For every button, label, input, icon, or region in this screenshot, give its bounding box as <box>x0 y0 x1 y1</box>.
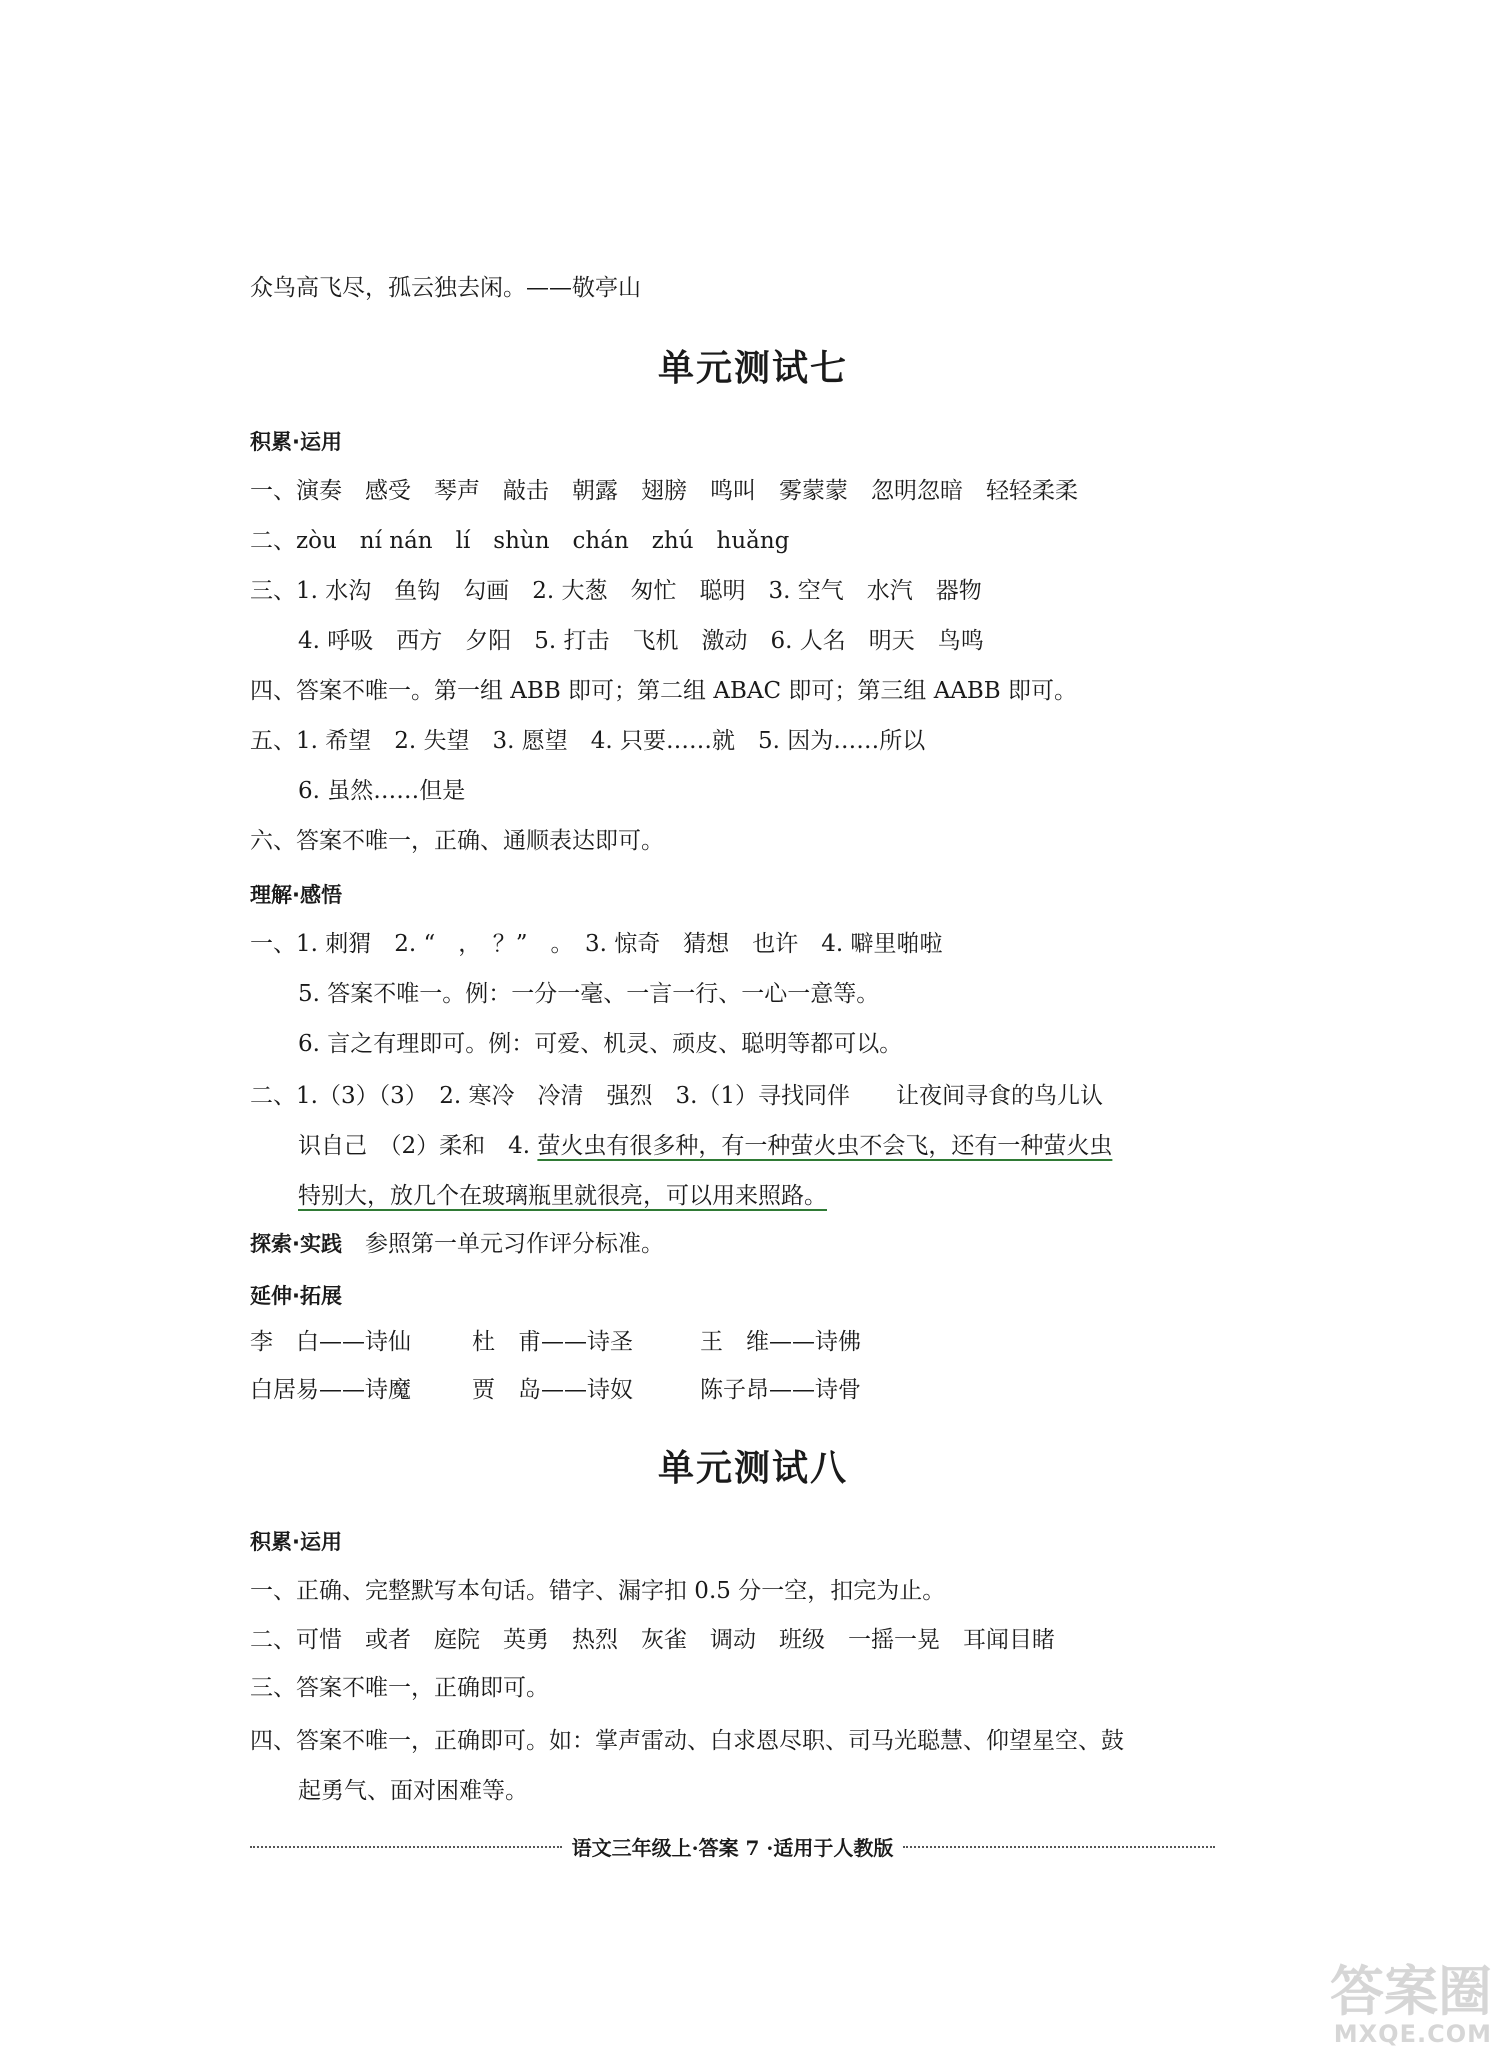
unit8-answer-4b: 起勇气、面对困难等。 <box>298 1778 528 1804</box>
unit8-answer-4a: 四、答案不唯一，正确即可。如：掌声雷动、白求恩尽职、司马光聪慧、仰望星空、鼓 <box>250 1728 1124 1754</box>
unit8-answer-1: 一、正确、完整默写本句话。错字、漏字扣 0.5 分一空，扣完为止。 <box>250 1578 946 1604</box>
unit8-answer-3: 三、答案不唯一，正确即可。 <box>250 1675 549 1701</box>
unit8-answer-2: 二、可惜 或者 庭院 英勇 热烈 灰雀 调动 班级 一摇一晃 耳闻目睹 <box>250 1627 1055 1653</box>
unit7-section-extend: 延伸·拓展 <box>250 1284 342 1308</box>
unit7-reading-2b <box>298 1130 1112 1162</box>
footer-dots-right <box>903 1846 1215 1848</box>
poet-5: 贾 岛——诗奴 <box>472 1377 633 1403</box>
unit7-section-explore: 探索·实践 <box>250 1232 342 1256</box>
unit7-answer-6: 六、答案不唯一，正确、通顺表达即可。 <box>250 828 664 854</box>
unit7-title: 单元测试七 <box>657 348 848 389</box>
unit7-reading-1a: 一、1. 刺猬 2. “ ， ？” 。 3. 惊奇 猜想 也许 4. 噼里啪啦 <box>250 931 943 957</box>
unit7-explore-text: 参照第一单元习作评分标准。 <box>364 1231 664 1257</box>
poet-3: 王 维——诗佛 <box>700 1329 861 1355</box>
poet-4: 白居易——诗魔 <box>250 1377 411 1403</box>
unit7-answer-1: 一、演奏 感受 琴声 敲击 朝露 翅膀 鸣叫 雾蒙蒙 忽明忽暗 轻轻柔柔 <box>250 478 1078 504</box>
poem-line: 众鸟高飞尽，孤云独去闲。——敬亭山 <box>250 275 641 301</box>
unit7-answer-5b: 6. 虽然……但是 <box>298 778 466 804</box>
unit8-section-accumulate: 积累·运用 <box>250 1530 342 1554</box>
page-footer <box>250 1832 1215 1861</box>
poet-6: 陈子昂——诗骨 <box>700 1377 861 1403</box>
unit7-reading-1b: 5. 答案不唯一。例：一分一毫、一言一行、一心一意等。 <box>298 981 880 1007</box>
underlined-answer-cont: 特别大，放几个在玻璃瓶里就很亮，可以用来照路。 <box>298 1183 827 1209</box>
underlined-answer: 萤火虫有很多种，有一种萤火虫不会飞，还有一种萤火虫 <box>537 1133 1113 1159</box>
unit8-title: 单元测试八 <box>657 1448 848 1489</box>
unit7-explore-line <box>250 1228 664 1260</box>
unit7-reading-2a: 二、1.（3）（3） 2. 寒冷 冷清 强烈 3.（1）寻找同伴 让夜间寻食的鸟儿认 <box>250 1083 1104 1109</box>
poet-2: 杜 甫——诗圣 <box>472 1329 633 1355</box>
unit7-section-understand: 理解·感悟 <box>250 883 342 907</box>
footer-text: 语文三年级上·答案 7 ·适用于人教版 <box>571 1836 894 1860</box>
poet-1: 李 白——诗仙 <box>250 1329 411 1355</box>
unit7-answer-4: 四、答案不唯一。第一组 ABB 即可；第二组 ABAC 即可；第三组 AABB 即可。 <box>250 678 1078 704</box>
watermark-text: 答案圈 <box>1330 1960 1492 2023</box>
unit7-reading-1c: 6. 言之有理即可。例：可爱、机灵、顽皮、聪明等都可以。 <box>298 1031 903 1057</box>
unit7-section-accumulate: 积累·运用 <box>250 430 342 454</box>
unit7-reading-2b-prefix: 识自己 （2）柔和 4. <box>298 1133 538 1159</box>
unit7-answer-2: 二、zòu ní nán lí shùn chán zhú huǎng <box>250 528 790 554</box>
unit7-answer-3a: 三、1. 水沟 鱼钩 勾画 2. 大葱 匆忙 聪明 3. 空气 水汽 器物 <box>250 578 982 604</box>
unit7-answer-3b: 4. 呼吸 西方 夕阳 5. 打击 飞机 激动 6. 人名 明天 鸟鸣 <box>298 628 984 654</box>
watermark-logo <box>1330 1960 1492 2048</box>
unit7-answer-5a: 五、1. 希望 2. 失望 3. 愿望 4. 只要……就 5. 因为……所以 <box>250 728 926 754</box>
footer-dots-left <box>250 1846 562 1848</box>
watermark-url: MXQE.COM <box>1333 2020 1492 2048</box>
